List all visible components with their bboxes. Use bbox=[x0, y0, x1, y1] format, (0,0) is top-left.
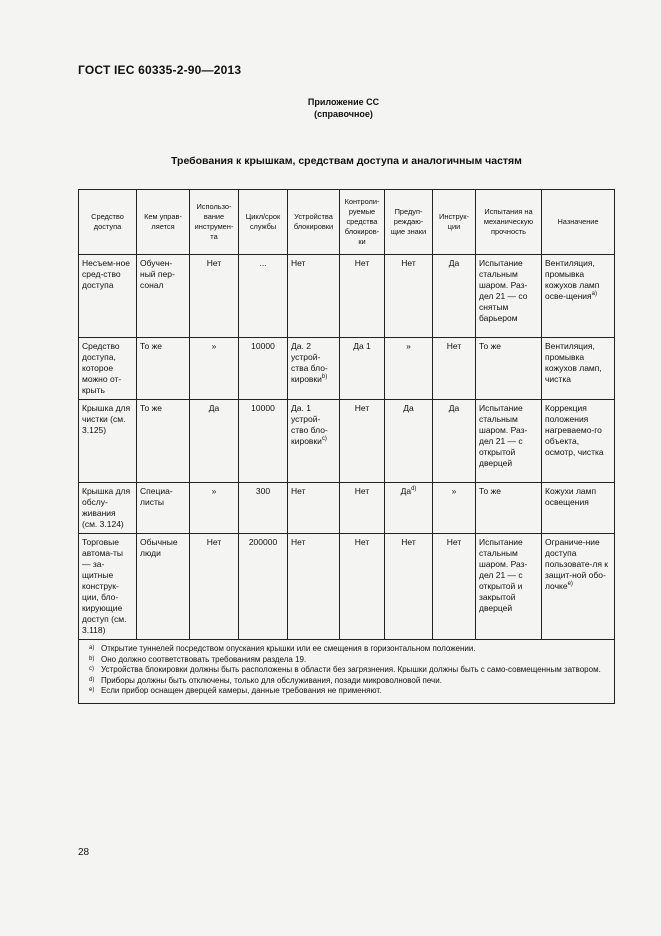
cell-access: Средство доступа, которое можно от-крыть bbox=[79, 338, 137, 400]
cell-interlock bbox=[288, 338, 340, 400]
cell-interlock: Нет bbox=[288, 483, 340, 534]
cell-operator: То же bbox=[137, 400, 190, 483]
annex-heading bbox=[0, 96, 661, 120]
cell-instructions: » bbox=[433, 483, 476, 534]
cell-cycles: ... bbox=[239, 255, 288, 338]
footnote bbox=[89, 665, 608, 676]
col-header: Средство доступа bbox=[79, 190, 137, 255]
cell-operator: То же bbox=[137, 338, 190, 400]
cell-interlock: Нет bbox=[288, 534, 340, 640]
cell-instructions: Да bbox=[433, 255, 476, 338]
cell-warnings: Нет bbox=[385, 534, 433, 640]
cell-controlled: Нет bbox=[340, 400, 385, 483]
footnote-text: Если прибор оснащен дверцей камеры, данные требования не применяют. bbox=[101, 686, 382, 695]
document-header: ГОСТ IEC 60335-2-90—2013 bbox=[78, 63, 242, 77]
cell-controlled: Да 1 bbox=[340, 338, 385, 400]
cell-purpose: Кожухи ламп освещения bbox=[542, 483, 615, 534]
col-header: Устройства блокировки bbox=[288, 190, 340, 255]
cell-test: Испытание стальным шаром. Раз-дел 21 — с открытой дверцей bbox=[476, 400, 542, 483]
interlock-text: Да. 1 устрой-ство бло-кировки bbox=[291, 403, 328, 446]
footnote-mark: c) bbox=[89, 666, 94, 672]
warnings-text: Да bbox=[400, 486, 412, 496]
cell-warnings: Да bbox=[385, 400, 433, 483]
footnote bbox=[89, 676, 608, 687]
cell-test: Испытание стальным шаром. Раз-дел 21 — с открытой и закрытой дверцей bbox=[476, 534, 542, 640]
cell-purpose: Вентиляция, промывка кожухов ламп, чистка bbox=[542, 338, 615, 400]
cell-test: Испытание стальным шаром. Раз-дел 21 — со снятым барьером bbox=[476, 255, 542, 338]
requirements-table bbox=[78, 189, 615, 704]
cell-cycles: 10000 bbox=[239, 400, 288, 483]
cell-tool: Да bbox=[190, 400, 239, 483]
cell-cycles: 300 bbox=[239, 483, 288, 534]
cell-interlock bbox=[288, 400, 340, 483]
col-header: Кем управ-ляется bbox=[137, 190, 190, 255]
cell-tool: Нет bbox=[190, 255, 239, 338]
cell-operator: Обучен-ный пер-сонал bbox=[137, 255, 190, 338]
cell-warnings: » bbox=[385, 338, 433, 400]
cell-tool: » bbox=[190, 483, 239, 534]
cell-controlled: Нет bbox=[340, 534, 385, 640]
cell-test: То же bbox=[476, 338, 542, 400]
footnote-text: Открытие туннелей посредством опускания крышки или ее смещения в горизонтальном положении. bbox=[101, 644, 476, 653]
col-header: Инструк-ции bbox=[433, 190, 476, 255]
cell-tool: Нет bbox=[190, 534, 239, 640]
footnote-text: Оно должно соответствовать требованиям раздела 19. bbox=[101, 654, 307, 664]
cell-interlock: Нет bbox=[288, 255, 340, 338]
table-row bbox=[79, 255, 615, 338]
cell-instructions: Да bbox=[433, 400, 476, 483]
table-title: Требования к крышкам, средствам доступа и аналогичным частям bbox=[171, 155, 522, 167]
cell-purpose bbox=[542, 255, 615, 338]
cell-instructions: Нет bbox=[433, 338, 476, 400]
footnote-text: Устройства блокировки должны быть расположены в области без загрязнения. Крышки должны быть с само-совмещенным затвором. bbox=[101, 665, 601, 674]
cell-access: Крышка для обслу-живания (см. 3.124) bbox=[79, 483, 137, 534]
footnote-ref: d) bbox=[411, 486, 417, 493]
col-header: Испытания на механическую прочность bbox=[476, 190, 542, 255]
cell-test: То же bbox=[476, 483, 542, 534]
cell-purpose bbox=[542, 534, 615, 640]
cell-cycles: 10000 bbox=[239, 338, 288, 400]
cell-controlled: Нет bbox=[340, 255, 385, 338]
col-header: Контроли-руемые средства блокиров-ки bbox=[340, 190, 385, 255]
col-header: Предуп-реждаю-щие знаки bbox=[385, 190, 433, 255]
cell-cycles: 200000 bbox=[239, 534, 288, 640]
page-number: 28 bbox=[78, 847, 90, 858]
footnote-mark: b) bbox=[89, 655, 95, 662]
cell-controlled: Нет bbox=[340, 483, 385, 534]
footnote-ref: e) bbox=[567, 581, 573, 588]
cell-warnings bbox=[385, 483, 433, 534]
cell-purpose: Коррекция положения нагреваемо-го объекта, осмотр, чистка bbox=[542, 400, 615, 483]
footnote-mark: e) bbox=[89, 687, 95, 693]
footnote-mark: a) bbox=[89, 645, 95, 651]
interlock-text: Да. 2 устрой-ства бло-кировки bbox=[291, 341, 328, 384]
notes-row bbox=[79, 640, 615, 704]
cell-operator: Обычные люди bbox=[137, 534, 190, 640]
cell-access: Крышка для чистки (см. 3.125) bbox=[79, 400, 137, 483]
table-row bbox=[79, 534, 615, 640]
footnote-ref: b) bbox=[321, 374, 328, 381]
footnote-text: Приборы должны быть отключены, только для обслуживания, позади микроволновой печи. bbox=[101, 675, 442, 685]
cell-operator: Специа-листы bbox=[137, 483, 190, 534]
col-header: Цикл/срок службы bbox=[239, 190, 288, 255]
footnote bbox=[89, 655, 608, 666]
cell-access: Несъем-ное сред-ство доступа bbox=[79, 255, 137, 338]
col-header: Использо-вание инструмен-та bbox=[190, 190, 239, 255]
table-header-row bbox=[79, 190, 615, 255]
purpose-text: Ограниче-ние доступа пользовате-ля к защит-ной обо-лочке bbox=[545, 537, 609, 591]
footnotes bbox=[79, 640, 615, 704]
table-row bbox=[79, 483, 615, 534]
col-header: Назначение bbox=[542, 190, 615, 255]
footnote-mark: d) bbox=[89, 676, 95, 683]
footnote bbox=[89, 644, 608, 655]
cell-access: Торговые автома-ты — за-щитные конструк-ции, бло-кирующие доступ (см. 3.118) bbox=[79, 534, 137, 640]
annex-title: Приложение СС bbox=[307, 97, 380, 107]
cell-instructions: Нет bbox=[433, 534, 476, 640]
footnote-ref: a) bbox=[591, 291, 597, 298]
cell-warnings: Нет bbox=[385, 255, 433, 338]
footnote bbox=[89, 686, 608, 697]
table-row bbox=[79, 400, 615, 483]
annex-subtitle: (справочное) bbox=[314, 109, 373, 119]
table-row bbox=[79, 338, 615, 400]
purpose-text: Вентиляция, промывка кожухов ламп осве-щения bbox=[545, 258, 600, 301]
footnote-ref: c) bbox=[321, 436, 327, 443]
cell-tool: » bbox=[190, 338, 239, 400]
